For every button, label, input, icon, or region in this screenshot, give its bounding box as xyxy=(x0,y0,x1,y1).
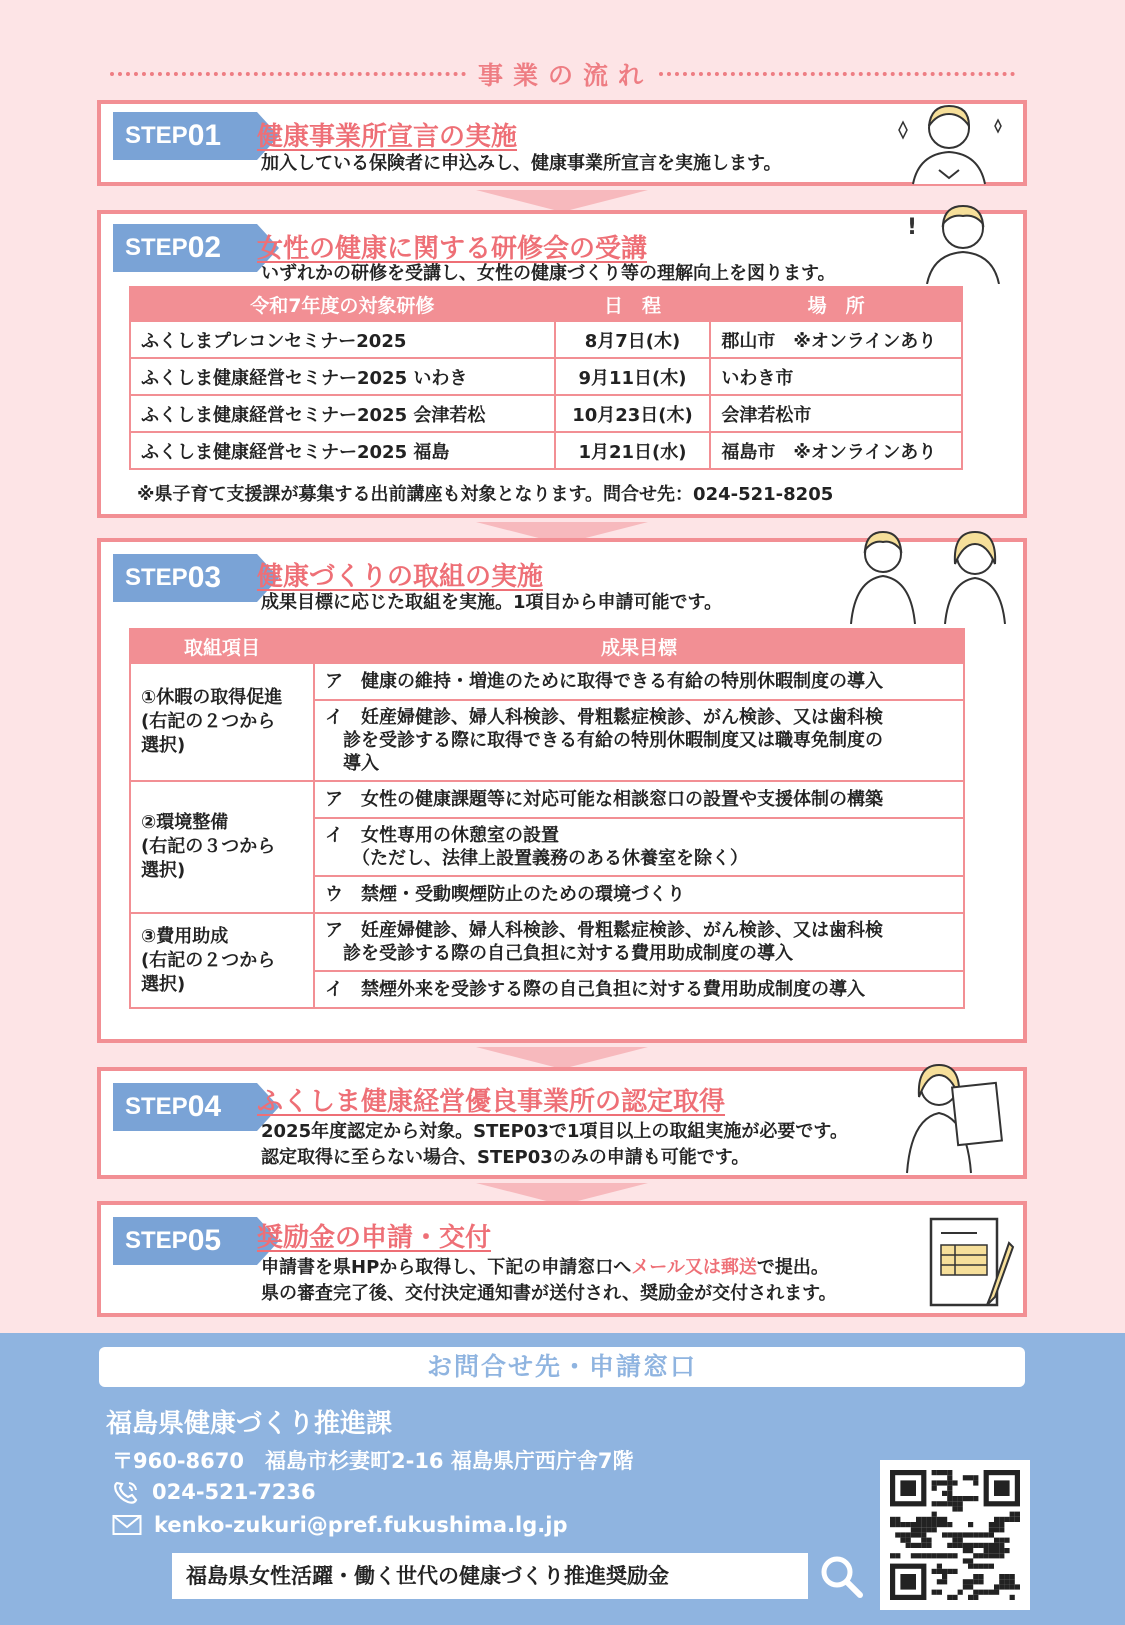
step-05-description-2: 県の審査完了後、交付決定通知書が送付され、奨励金が交付されます。 xyxy=(261,1283,837,1304)
training-place: 会津若松市 xyxy=(710,395,962,432)
training-note: ※県子育て支援課が募集する出前講座も対象となります。問合せ先：024-521-8205 xyxy=(137,484,834,505)
organization-name: 福島県健康づくり推進課 xyxy=(106,1409,393,1439)
step-label: STEP xyxy=(125,122,188,149)
column-header: 取組項目 xyxy=(130,629,314,663)
step-01-description: 加入している保険者に申込みし、健康事業所宣言を実施します。 xyxy=(261,153,782,174)
step-05-title: 奨励金の申請・交付 xyxy=(257,1223,492,1253)
dotted-rule-left xyxy=(110,72,466,76)
step-04-description: 2025年度認定から対象。STEP03で1項目以上の取組実施が必要です。 xyxy=(261,1121,848,1142)
step-label: STEP xyxy=(125,1093,188,1120)
goal-group-item: ②環境整備 (右記の３つから 選択) xyxy=(130,781,314,913)
table-row xyxy=(130,358,962,395)
training-name: ふくしま健康経営セミナー2025 いわき xyxy=(130,358,555,395)
goal-text: ウ 禁煙・受動喫煙防止のための環境づくり xyxy=(314,876,964,913)
phone-icon xyxy=(112,1479,140,1505)
column-header: 成果目標 xyxy=(314,629,964,663)
step-01-title: 健康事業所宣言の実施 xyxy=(257,122,518,152)
training-name: ふくしま健康経営セミナー2025 会津若松 xyxy=(130,395,555,432)
step-number: 03 xyxy=(187,561,222,594)
step-03-title: 健康づくりの取組の実施 xyxy=(257,562,544,592)
step-number: 05 xyxy=(187,1224,222,1257)
step-05-tag xyxy=(113,1217,257,1265)
goal-group-item: ③費用助成 (右記の２つから 選択) xyxy=(130,913,314,1008)
step-label: STEP xyxy=(125,234,188,261)
flow-arrow xyxy=(476,190,648,212)
section-header xyxy=(110,56,1015,92)
goal-group-item: ①休暇の取得促進 (右記の２つから 選択) xyxy=(130,663,314,781)
step-03-card xyxy=(97,538,1027,1043)
training-date: 8月7日(木) xyxy=(555,321,711,358)
training-date: 1月21日(水) xyxy=(555,432,711,469)
application-form-icon xyxy=(927,1215,1015,1311)
step-05-description xyxy=(261,1255,829,1281)
step-04-card xyxy=(97,1067,1027,1179)
step-04-tag xyxy=(113,1083,257,1131)
desc-emphasis: メール又は郵送 xyxy=(631,1257,757,1278)
search-box[interactable]: 福島県女性活躍・働く世代の健康づくり推進奨励金 xyxy=(172,1553,808,1599)
flow-arrow xyxy=(476,1047,648,1069)
goal-text: イ 女性専用の休憩室の設置 （ただし、法律上設置義務のある休養室を除く） xyxy=(314,818,964,876)
search-icon[interactable] xyxy=(818,1553,864,1599)
svg-text:!: ! xyxy=(907,215,918,240)
step-01-tag xyxy=(113,112,257,160)
step-number: 02 xyxy=(187,231,222,264)
training-date: 10月23日(木) xyxy=(555,395,711,432)
step-number: 04 xyxy=(187,1090,222,1123)
mail-icon xyxy=(112,1514,142,1536)
qr-code-pattern xyxy=(890,1470,1020,1600)
goal-text: ア 健康の維持・増進のために取得できる有給の特別休暇制度の導入 xyxy=(314,663,964,700)
step-02-title: 女性の健康に関する研修会の受講 xyxy=(257,234,648,264)
email-address[interactable]: kenko-zukuri@pref.fukushima.lg.jp xyxy=(154,1513,568,1537)
step-label: STEP xyxy=(125,564,188,591)
desc-text: 申請書を県HPから取得し、下記の申請窓口へ xyxy=(261,1257,632,1278)
step-04-description-2: 認定取得に至らない場合、STEP03のみの申請も可能です。 xyxy=(261,1147,750,1168)
email-line xyxy=(112,1513,568,1537)
woman-with-certificate-illustration xyxy=(901,1057,1011,1177)
step-03-tag xyxy=(113,554,257,602)
step-02-tag xyxy=(113,224,257,272)
step-02-description: いずれかの研修を受講し、女性の健康づくり等の理解向上を図ります。 xyxy=(261,263,836,284)
goal-text: ア 女性の健康課題等に対応可能な相談窓口の設置や支援体制の構築 xyxy=(314,781,964,818)
phone-line xyxy=(112,1479,316,1505)
column-header: 日 程 xyxy=(555,287,711,321)
section-title: 事業の流れ xyxy=(478,61,654,90)
man-illustration xyxy=(901,194,1011,284)
step-02-card xyxy=(97,210,1027,518)
goal-text: ア 妊産婦健診、婦人科検診、骨粗鬆症検診、がん検診、又は歯科検 診を受診する際の自己負担に対する費用助成制度の導入 xyxy=(314,913,964,971)
contact-footer xyxy=(0,1333,1125,1625)
step-05-card xyxy=(97,1201,1027,1317)
phone-number[interactable]: 024-521-7236 xyxy=(152,1480,316,1504)
table-row xyxy=(130,321,962,358)
training-date: 9月11日(木) xyxy=(555,358,711,395)
training-name: ふくしまプレコンセミナー2025 xyxy=(130,321,555,358)
training-place: いわき市 xyxy=(710,358,962,395)
table-row xyxy=(130,395,962,432)
man-and-woman-illustration xyxy=(841,524,1021,624)
training-place: 郡山市 ※オンラインあり xyxy=(710,321,962,358)
column-header: 令和7年度の対象研修 xyxy=(130,287,555,321)
training-table xyxy=(129,286,963,470)
training-place: 福島市 ※オンラインあり xyxy=(710,432,962,469)
table-row xyxy=(130,663,964,700)
goals-table xyxy=(129,628,965,1009)
qr-code[interactable] xyxy=(880,1460,1030,1610)
column-header: 場 所 xyxy=(710,287,962,321)
step-04-title: ふくしま健康経営優良事業所の認定取得 xyxy=(257,1087,726,1117)
step-01-card xyxy=(97,100,1027,186)
training-name: ふくしま健康経営セミナー2025 福島 xyxy=(130,432,555,469)
dotted-rule-right xyxy=(659,72,1015,76)
table-row xyxy=(130,432,962,469)
step-number: 01 xyxy=(187,119,222,152)
woman-illustration xyxy=(891,100,1011,186)
step-03-description: 成果目標に応じた取組を実施。1項目から申請可能です。 xyxy=(261,592,723,613)
postal-address: 〒960-8670 福島市杉妻町2-16 福島県庁西庁舎7階 xyxy=(112,1449,634,1473)
contact-header: お問合せ先・申請窓口 xyxy=(99,1347,1025,1387)
desc-text: で提出。 xyxy=(756,1257,829,1278)
goal-text: イ 妊産婦健診、婦人科検診、骨粗鬆症検診、がん検診、又は歯科検 診を受診する際に取得できる有給の特別休暇制度又は職専免制度の 導入 xyxy=(314,700,964,781)
table-row xyxy=(130,781,964,818)
table-row xyxy=(130,913,964,971)
step-label: STEP xyxy=(125,1227,188,1254)
goal-text: イ 禁煙外来を受診する際の自己負担に対する費用助成制度の導入 xyxy=(314,971,964,1008)
